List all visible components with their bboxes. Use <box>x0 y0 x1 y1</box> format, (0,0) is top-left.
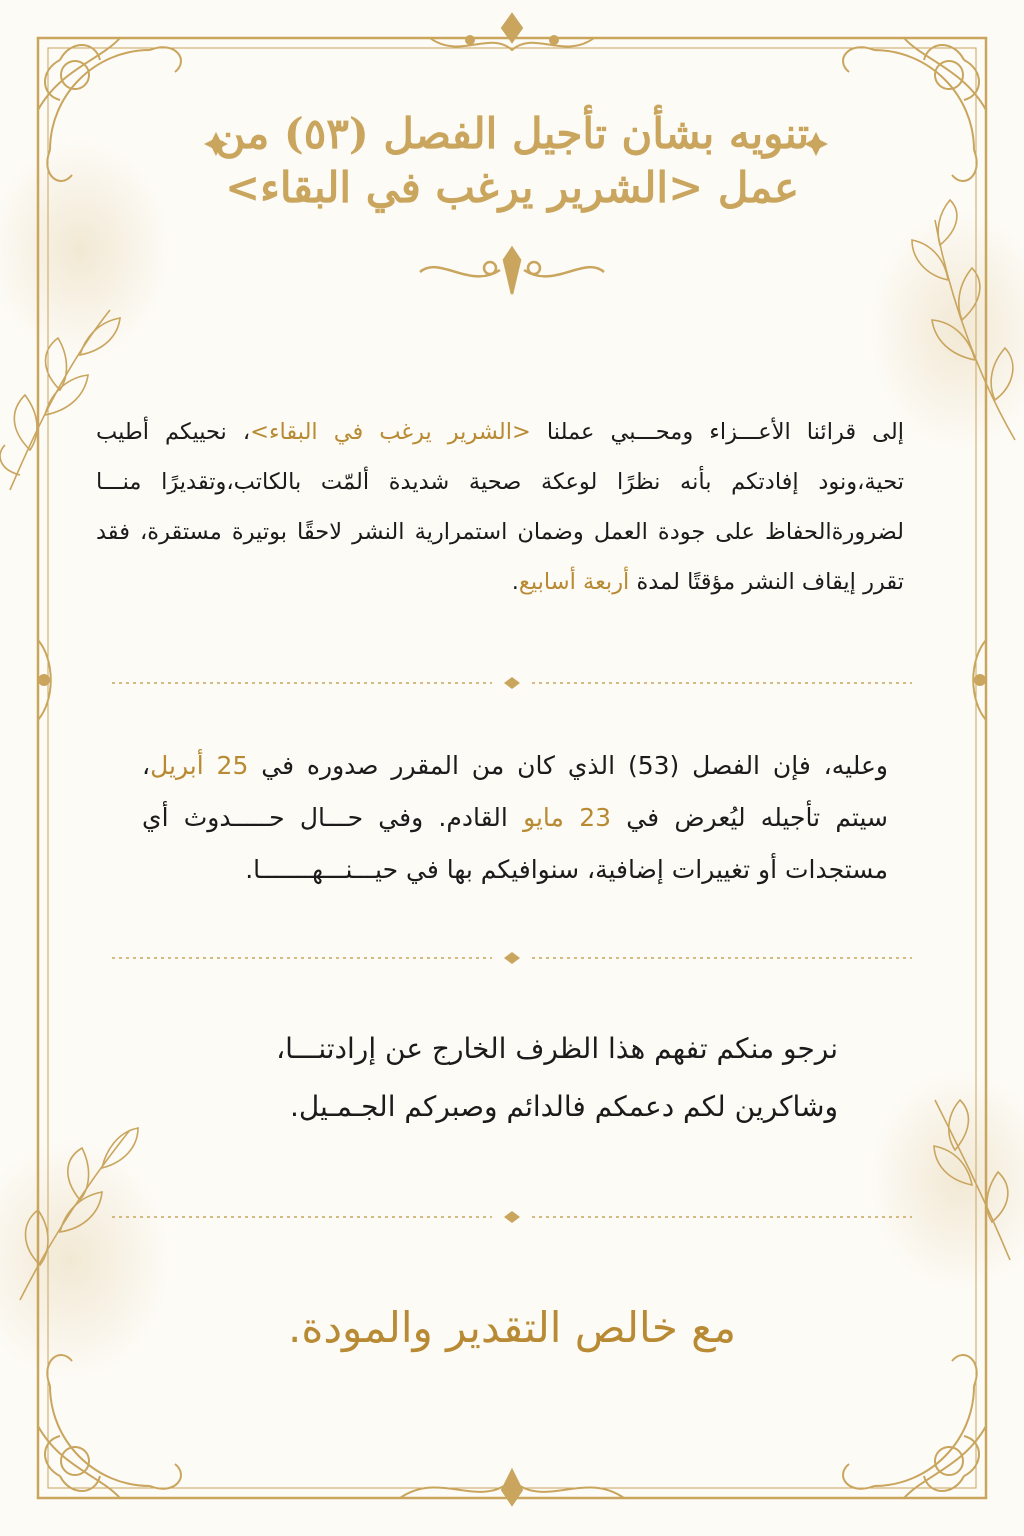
intro-text-a: إلى قرائنا الأعـــزاء ومحـــبي عملنا <box>530 419 904 445</box>
top-center-ornament <box>430 14 594 50</box>
right-side-ornament <box>973 640 986 720</box>
hiatus-duration-highlight: أربعة أسابيع <box>518 569 630 595</box>
intro-text-c: . <box>511 569 519 595</box>
watercolor-wash <box>0 140 170 360</box>
schedule-paragraph <box>142 740 888 896</box>
closing-signoff: مع خالص التقدير والمودة. <box>288 1303 736 1352</box>
thanks-line2: وشاكرين لكم دعمكم فالدائم وصبركم الجـمـيل. <box>289 1090 838 1123</box>
bottom-center-ornament <box>400 1470 624 1505</box>
title-divider-ornament <box>420 248 604 294</box>
watercolor-wash <box>0 1140 170 1380</box>
work-title-highlight: <الشرير يرغب في البقاء> <box>250 419 531 445</box>
thanks-line1: نرجو منكم تفهم هذا الظرف الخارج عن إرادتنـــا، <box>276 1032 838 1065</box>
watercolor-wash <box>870 1070 1024 1290</box>
schedule-text-b: ، سيتم تأجيله ليُعرض في <box>142 751 888 832</box>
schedule-text-c: القادم. وفي حـــال حـــــدوث أي مستجدات أو تغييرات إضافية، سنوافيكم بها في حيـــنـــهـــــــا. <box>142 803 888 884</box>
intro-text-b: ، نحييكم أطيب تحية،ونود إفادتكم بأنه نظرًا لوعكة صحية شديدة ألمّت بالكاتب،وتقديرًا منـــا لضرورةالحفاظ على جودة العمل وضمان استمرارية النشر لاحقًا بوتيرة مستقرة، فقد تقرر إيقاف النشر مؤقتًا لمدة <box>96 419 904 595</box>
schedule-text-a: وعليه، فإن الفصل (53) الذي كان من المقرر صدوره في <box>248 751 888 780</box>
corner-flourish-top-right <box>843 38 986 181</box>
thanks-paragraph <box>168 1020 838 1136</box>
new-date-highlight: 23 مايو <box>523 803 612 832</box>
original-date-highlight: 25 أبريل <box>150 751 249 780</box>
intro-paragraph <box>96 407 904 607</box>
notice-title-line1: تنويه بشأن تأجيل الفصل (٥٣) من <box>214 109 810 158</box>
left-side-ornament <box>38 640 51 720</box>
corner-flourish-bottom-right <box>843 1355 986 1498</box>
notice-title-line2: عمل <الشرير يرغب في البقاء> <box>224 163 800 212</box>
